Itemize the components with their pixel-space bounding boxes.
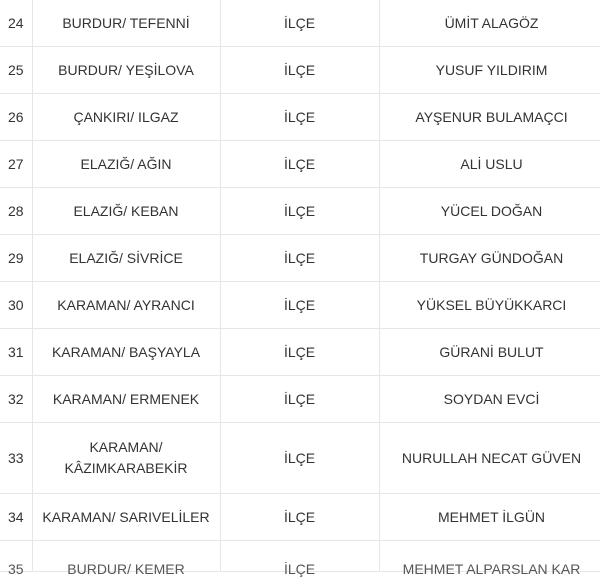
table-row bbox=[0, 329, 600, 376]
location-cell: ELAZIĞ/ SİVRİCE bbox=[32, 235, 220, 282]
name-cell: NURULLAH NECAT GÜVEN bbox=[379, 423, 600, 494]
type-cell: İLÇE bbox=[220, 329, 379, 376]
location-cell: ELAZIĞ/ AĞIN bbox=[32, 141, 220, 188]
type-cell: İLÇE bbox=[220, 494, 379, 541]
row-number: 33 bbox=[0, 423, 32, 494]
table-row bbox=[0, 282, 600, 329]
table-row bbox=[0, 423, 600, 494]
row-number: 25 bbox=[0, 47, 32, 94]
table-row bbox=[0, 47, 600, 94]
location-line: KÂZIMKARABEKİR bbox=[64, 460, 188, 476]
table-row bbox=[0, 141, 600, 188]
row-number: 27 bbox=[0, 141, 32, 188]
table-row bbox=[0, 541, 600, 572]
row-number: 30 bbox=[0, 282, 32, 329]
row-number: 31 bbox=[0, 329, 32, 376]
location-cell bbox=[32, 423, 220, 494]
location-cell: KARAMAN/ ERMENEK bbox=[32, 376, 220, 423]
location-cell: ELAZIĞ/ KEBAN bbox=[32, 188, 220, 235]
location-cell: KARAMAN/ BAŞYAYLA bbox=[32, 329, 220, 376]
row-number: 35 bbox=[0, 541, 32, 572]
location-cell: KARAMAN/ AYRANCI bbox=[32, 282, 220, 329]
row-number: 29 bbox=[0, 235, 32, 282]
type-cell: İLÇE bbox=[220, 47, 379, 94]
location-cell: BURDUR/ YEŞİLOVA bbox=[32, 47, 220, 94]
type-cell: İLÇE bbox=[220, 235, 379, 282]
row-number: 26 bbox=[0, 94, 32, 141]
type-cell: İLÇE bbox=[220, 282, 379, 329]
name-cell: ÜMİT ALAGÖZ bbox=[379, 0, 600, 47]
name-cell: TURGAY GÜNDOĞAN bbox=[379, 235, 600, 282]
location-cell: BURDUR/ TEFENNİ bbox=[32, 0, 220, 47]
name-cell: GÜRANİ BULUT bbox=[379, 329, 600, 376]
location-cell: KARAMAN/ SARIVELİLER bbox=[32, 494, 220, 541]
name-cell: SOYDAN EVCİ bbox=[379, 376, 600, 423]
location-line: KARAMAN/ bbox=[89, 439, 163, 455]
name-cell: AYŞENUR BULAMAÇCI bbox=[379, 94, 600, 141]
type-cell: İLÇE bbox=[220, 0, 379, 47]
location-cell: ÇANKIRI/ ILGAZ bbox=[32, 94, 220, 141]
table-row bbox=[0, 188, 600, 235]
row-number: 34 bbox=[0, 494, 32, 541]
table-row bbox=[0, 0, 600, 47]
row-number: 24 bbox=[0, 0, 32, 47]
location-cell: BURDUR/ KEMER bbox=[32, 541, 220, 572]
type-cell: İLÇE bbox=[220, 376, 379, 423]
row-number: 32 bbox=[0, 376, 32, 423]
table-row bbox=[0, 94, 600, 141]
name-cell: YÜCEL DOĞAN bbox=[379, 188, 600, 235]
type-cell: İLÇE bbox=[220, 188, 379, 235]
name-cell: ALİ USLU bbox=[379, 141, 600, 188]
type-cell: İLÇE bbox=[220, 141, 379, 188]
table-row bbox=[0, 494, 600, 541]
table-row bbox=[0, 376, 600, 423]
table-row bbox=[0, 235, 600, 282]
type-cell: İLÇE bbox=[220, 94, 379, 141]
row-number: 28 bbox=[0, 188, 32, 235]
type-cell: İLÇE bbox=[220, 423, 379, 494]
name-cell: MEHMET ALPARSLAN KAR bbox=[379, 541, 600, 572]
type-cell: İLÇE bbox=[220, 541, 379, 572]
name-cell: YÜKSEL BÜYÜKKARCI bbox=[379, 282, 600, 329]
name-cell: MEHMET İLGÜN bbox=[379, 494, 600, 541]
name-cell: YUSUF YILDIRIM bbox=[379, 47, 600, 94]
